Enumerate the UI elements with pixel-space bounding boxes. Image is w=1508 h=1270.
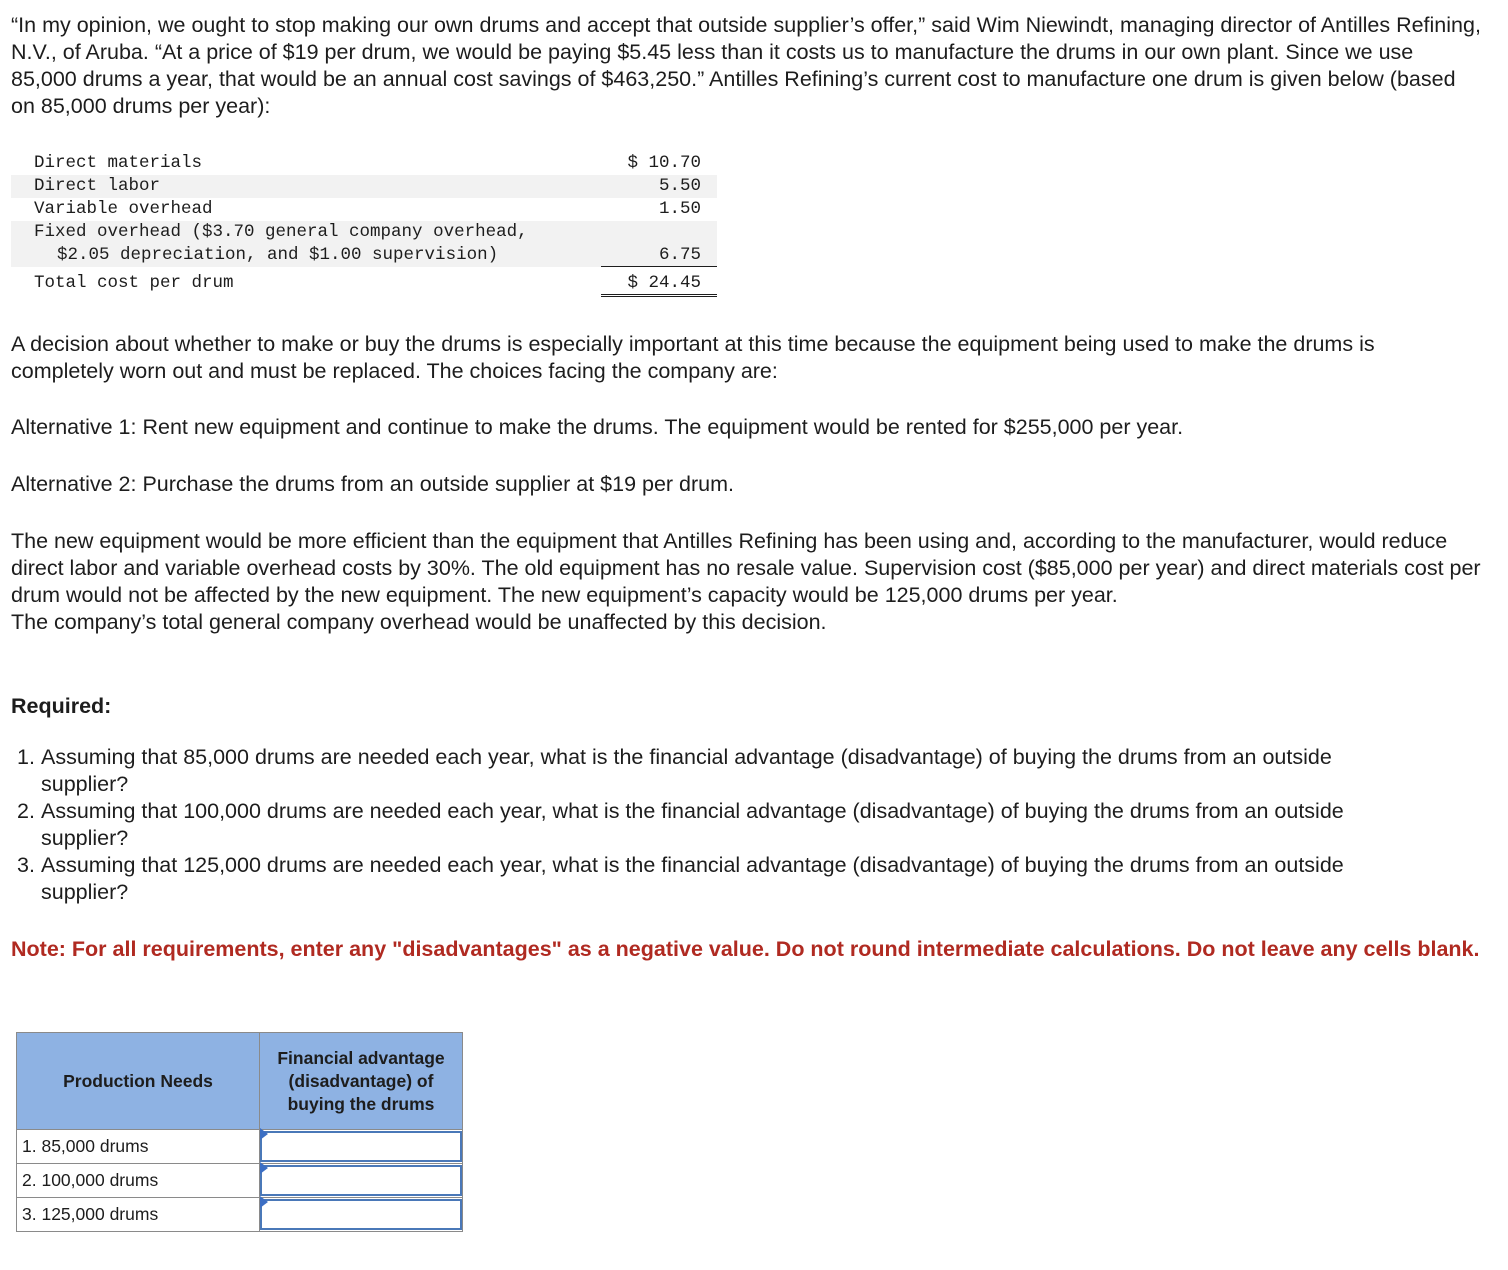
- overhead-text: The company’s total general company overhead would be unaffected by this decision.: [11, 610, 827, 634]
- requirement-number: 3.: [17, 853, 35, 877]
- production-needs-cell: 1. 85,000 drums: [17, 1130, 260, 1164]
- requirement-text: Assuming that 125,000 drums are needed each year, what is the financial advantage (disadvantage) of buying the drums from an outside supplier?: [41, 853, 1344, 904]
- note-text: Note: For all requirements, enter any "disadvantages" as a negative value. Do not round intermediate calculations. Do not leave any cells blank.: [11, 937, 1480, 961]
- efficiency-text: The new equipment would be more efficient than the equipment that Antilles Refining has been using and, according to the manufacturer, would reduce direct labor and variable overhead costs by 30%. The old equipment has no resale value. Supervision cost ($85,000 per year) and direct materials cost per drum would not be affected by the new equipment. The new equipment’s capacity would be 125,000 drums per year.: [11, 529, 1481, 607]
- cost-label: Fixed overhead ($3.70 general company overhead,: [34, 222, 528, 242]
- cost-amount: $ 24.45: [601, 269, 717, 297]
- cell-marker-icon: [260, 1162, 268, 1174]
- cost-row-direct-materials: [11, 152, 717, 175]
- cell-marker-icon: [260, 1128, 268, 1140]
- cost-label: Direct labor: [34, 176, 161, 196]
- header-financial-advantage: Financial advantage (disadvantage) of buying the drums: [260, 1033, 463, 1130]
- table-row: [17, 1198, 463, 1232]
- list-item: [17, 798, 1417, 852]
- list-item: [17, 852, 1417, 906]
- answer-input-85000[interactable]: [260, 1131, 462, 1162]
- answer-table: [16, 1032, 463, 1232]
- cost-table: [11, 152, 717, 301]
- efficiency-paragraph: [11, 528, 1481, 636]
- decision-paragraph: A decision about whether to make or buy the drums is especially important at this time because the equipment being used to make the drums is completely worn out and must be replaced. The choices facing the company are:: [11, 332, 1375, 383]
- cost-amount: $ 10.70: [627, 153, 701, 173]
- table-row: [17, 1130, 463, 1164]
- cost-row-fixed-overhead: [11, 221, 717, 267]
- cost-row-variable-overhead: [11, 198, 717, 221]
- cost-amount: 6.75: [601, 244, 717, 267]
- alternative-2: Alternative 2: Purchase the drums from an outside supplier at $19 per drum.: [11, 472, 735, 496]
- requirements-list: [17, 744, 1417, 906]
- table-header-row: [17, 1033, 463, 1130]
- requirement-text: Assuming that 100,000 drums are needed each year, what is the financial advantage (disadvantage) of buying the drums from an outside supplier?: [41, 799, 1344, 850]
- cost-label: Variable overhead: [34, 199, 213, 219]
- cost-amount: 1.50: [658, 199, 701, 219]
- table-row: [17, 1164, 463, 1198]
- requirement-number: 1.: [17, 745, 35, 769]
- cost-amount: 5.50: [658, 176, 701, 196]
- required-heading: Required:: [11, 694, 112, 718]
- cost-label: Direct materials: [34, 153, 203, 173]
- requirement-number: 2.: [17, 799, 35, 823]
- production-needs-cell: 3. 125,000 drums: [17, 1198, 260, 1232]
- cell-marker-icon: [260, 1196, 268, 1208]
- cost-label: $2.05 depreciation, and $1.00 supervision): [57, 245, 499, 265]
- cost-label: Total cost per drum: [34, 273, 234, 293]
- production-needs-cell: 2. 100,000 drums: [17, 1164, 260, 1198]
- requirement-text: Assuming that 85,000 drums are needed each year, what is the financial advantage (disadvantage) of buying the drums from an outside supplier?: [41, 745, 1332, 796]
- list-item: [17, 744, 1417, 798]
- cost-row-total: [11, 269, 717, 301]
- answer-input-100000[interactable]: [260, 1165, 462, 1196]
- alternative-1: Alternative 1: Rent new equipment and continue to make the drums. The equipment would be rented for $255,000 per year.: [11, 415, 1184, 439]
- intro-paragraph: “In my opinion, we ought to stop making our own drums and accept that outside supplier’s offer,” said Wim Niewindt, managing director of Antilles Refining, N.V., of Aruba. “At a price of $19 per drum, we would be paying $5.45 less than it costs us to manufacture the drums in our own plant. Since we use 85,000 drums a year, that would be an annual cost savings of $463,250.” Antilles Refining’s current cost to manufacture one drum is given below (based on 85,000 drums per year):: [11, 13, 1481, 118]
- header-production-needs: Production Needs: [17, 1033, 260, 1130]
- cost-row-direct-labor: [11, 175, 717, 198]
- answer-input-125000[interactable]: [260, 1199, 462, 1230]
